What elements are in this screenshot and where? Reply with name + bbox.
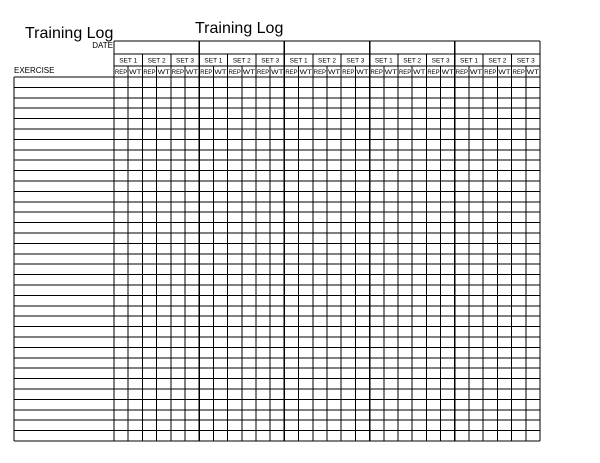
wt-column-label: WT <box>441 70 455 76</box>
set-label: SET 1 <box>374 57 393 65</box>
rep-column-label: REP <box>143 70 156 76</box>
exercise-label: EXERCISE <box>14 66 55 75</box>
rep-column-label: REP <box>370 70 383 76</box>
set-label: SET 1 <box>289 57 308 65</box>
wt-column-label: WT <box>413 70 426 76</box>
set-label: SET 2 <box>147 57 166 65</box>
set-label: SET 1 <box>119 57 138 65</box>
set-label: SET 2 <box>318 57 336 65</box>
rep-column-label: REP <box>171 70 184 76</box>
wt-column-label: WT <box>186 70 199 76</box>
wt-column-label: WT <box>129 70 142 76</box>
set-label: SET 3 <box>261 57 280 65</box>
wt-column-label: WT <box>242 70 256 76</box>
set-label: SET 3 <box>176 57 194 65</box>
rep-column-label: REP <box>257 70 270 76</box>
rep-column-label: REP <box>200 70 213 76</box>
wt-column-label: WT <box>470 70 483 76</box>
rep-column-label: REP <box>228 70 241 76</box>
set-label: SET 2 <box>232 57 251 65</box>
rep-column-label: REP <box>399 70 412 76</box>
rep-column-label: REP <box>285 70 298 76</box>
set-label: SET 3 <box>346 57 365 65</box>
wt-column-label: WT <box>157 70 171 76</box>
rep-column-label: REP <box>342 70 355 76</box>
set-label: SET 3 <box>516 57 535 65</box>
rep-column-label: REP <box>115 70 128 76</box>
wt-column-label: WT <box>271 70 284 76</box>
wt-column-label: WT <box>498 70 512 76</box>
wt-column-label: WT <box>526 70 540 76</box>
date-label: DATE <box>92 41 113 50</box>
rep-column-label: REP <box>427 70 440 76</box>
wt-column-label: WT <box>328 70 341 76</box>
set-label: SET 1 <box>460 57 478 65</box>
wt-column-label: WT <box>299 70 313 76</box>
wt-column-label: WT <box>384 70 398 76</box>
set-label: SET 2 <box>403 57 422 65</box>
form-title: Training Log <box>195 20 284 37</box>
page-title: Training Log <box>25 25 114 42</box>
rep-column-label: REP <box>313 70 326 76</box>
set-label: SET 3 <box>431 57 450 65</box>
rep-column-label: REP <box>512 70 525 76</box>
rep-column-label: REP <box>484 70 497 76</box>
rep-column-label: REP <box>455 70 468 76</box>
set-label: SET 1 <box>204 57 223 65</box>
wt-column-label: WT <box>356 70 370 76</box>
set-label: SET 2 <box>488 57 507 65</box>
wt-column-label: WT <box>214 70 228 76</box>
